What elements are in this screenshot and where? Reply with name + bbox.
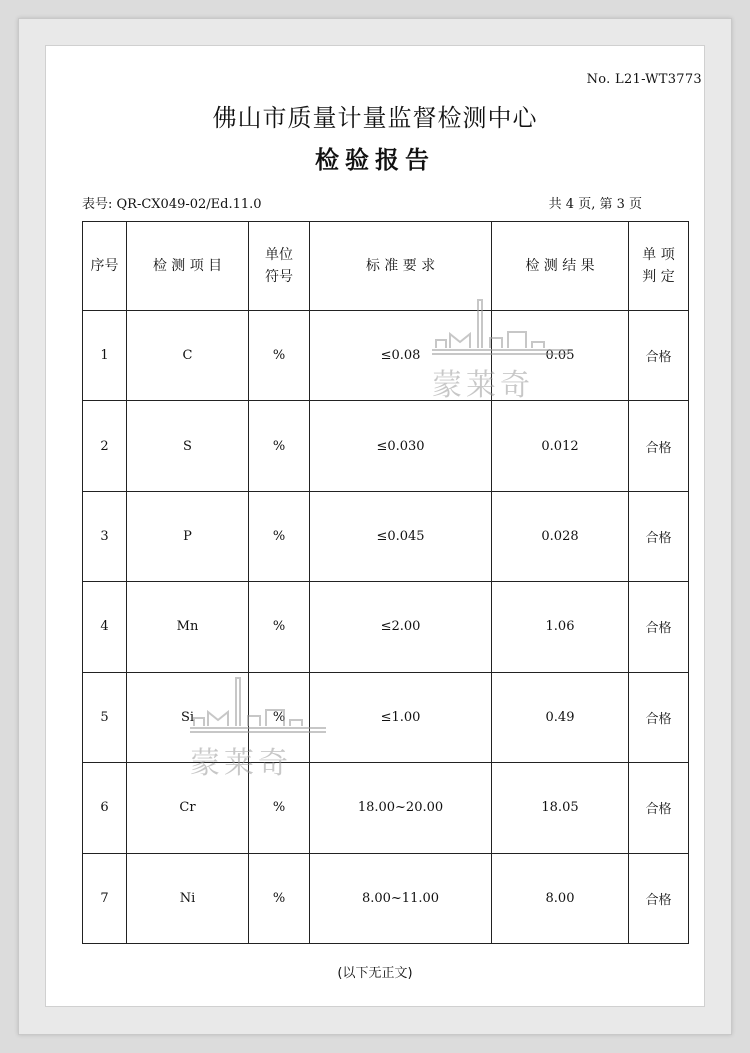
- cell-verdict: 合格: [629, 491, 689, 581]
- cell-item: P: [127, 491, 249, 581]
- table-row: [83, 763, 689, 853]
- header-seq: 序号: [83, 222, 127, 311]
- results-table: [82, 221, 689, 944]
- cell-verdict: 合格: [629, 763, 689, 853]
- header-unit-line1: 单位: [265, 247, 293, 263]
- cell-verdict: 合格: [629, 853, 689, 943]
- page-info: 共 4 页, 第 3 页: [548, 197, 642, 212]
- cell-result: 0.028: [492, 491, 629, 581]
- cell-result: 0.05: [492, 311, 629, 401]
- watermark-text: 蒙莱奇: [190, 746, 292, 781]
- cell-seq: 4: [83, 582, 127, 672]
- cell-standard: 18.00~20.00: [310, 763, 492, 853]
- cell-item: Ni: [127, 853, 249, 943]
- cell-seq: 5: [83, 672, 127, 762]
- table-row: [83, 311, 689, 401]
- cell-item: C: [127, 311, 249, 401]
- cell-standard: ≤0.030: [310, 401, 492, 491]
- cell-result: 0.012: [492, 401, 629, 491]
- table-row: [83, 853, 689, 943]
- cell-unit: %: [249, 853, 310, 943]
- cell-verdict: 合格: [629, 401, 689, 491]
- cell-unit: %: [249, 311, 310, 401]
- table-row: [83, 491, 689, 581]
- table-row: [83, 672, 689, 762]
- cell-item: Cr: [127, 763, 249, 853]
- cell-standard: 8.00~11.00: [310, 853, 492, 943]
- cell-seq: 3: [83, 491, 127, 581]
- cell-standard: ≤2.00: [310, 582, 492, 672]
- cell-seq: 6: [83, 763, 127, 853]
- header-unit: [249, 222, 310, 311]
- organization-title: 佛山市质量计量监督检测中心: [212, 104, 538, 132]
- header-result: 检 测 结 果: [492, 222, 629, 311]
- header-item: 检 测 项 目: [127, 222, 249, 311]
- cell-seq: 1: [83, 311, 127, 401]
- cell-result: 1.06: [492, 582, 629, 672]
- cell-verdict: 合格: [629, 582, 689, 672]
- cell-unit: %: [249, 401, 310, 491]
- report-title: 检验报告: [315, 146, 435, 174]
- cell-item: Mn: [127, 582, 249, 672]
- end-of-text-note: (以下无正文): [337, 966, 413, 981]
- cell-unit: %: [249, 582, 310, 672]
- table-row: [83, 401, 689, 491]
- cell-result: 0.49: [492, 672, 629, 762]
- header-verdict: [629, 222, 689, 311]
- table-header-row: [83, 222, 689, 311]
- cell-unit: %: [249, 763, 310, 853]
- cell-verdict: 合格: [629, 311, 689, 401]
- header-unit-line2: 符号: [265, 269, 293, 285]
- header-standard: 标 准 要 求: [310, 222, 492, 311]
- cell-standard: ≤0.08: [310, 311, 492, 401]
- cell-seq: 7: [83, 853, 127, 943]
- cell-result: 8.00: [492, 853, 629, 943]
- cell-verdict: 合格: [629, 672, 689, 762]
- cell-seq: 2: [83, 401, 127, 491]
- cell-item: S: [127, 401, 249, 491]
- cell-standard: ≤0.045: [310, 491, 492, 581]
- cell-unit: %: [249, 672, 310, 762]
- table-row: [83, 582, 689, 672]
- header-verdict-line2: 判 定: [642, 269, 675, 285]
- header-verdict-line1: 单 项: [642, 247, 675, 263]
- cell-unit: %: [249, 491, 310, 581]
- watermark-text: 蒙莱奇: [432, 368, 534, 403]
- cell-item: Si: [127, 672, 249, 762]
- cell-standard: ≤1.00: [310, 672, 492, 762]
- form-number: 表号: QR-CX049-02/Ed.11.0: [82, 197, 262, 212]
- cell-result: 18.05: [492, 763, 629, 853]
- report-number: No. L21-WT3773: [586, 72, 702, 87]
